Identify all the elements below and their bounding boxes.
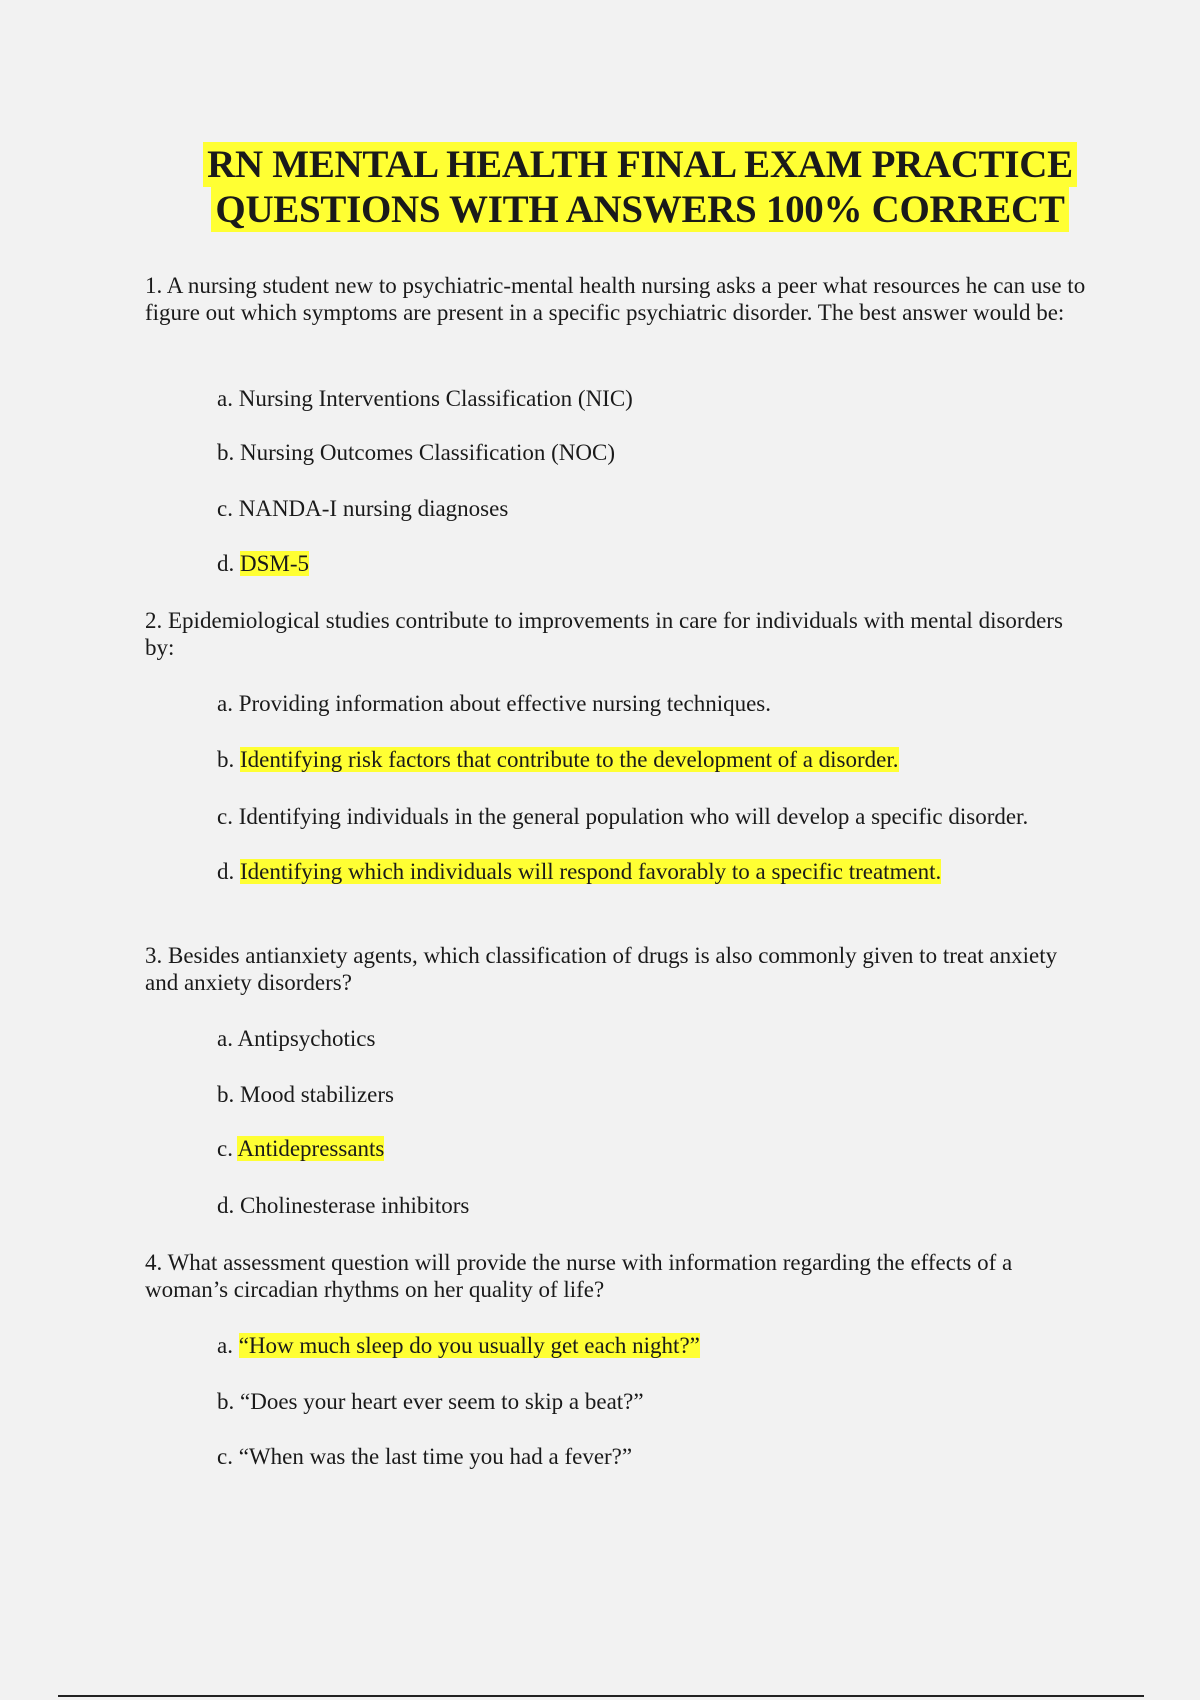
question-3: 3. Besides antianxiety agents, which classification of drugs is also commonly given to treat anxiety and anxiety disorders? — [145, 943, 1058, 995]
q4-option-c — [217, 1443, 632, 1471]
option-letter: c. — [217, 496, 233, 521]
q3-option-d — [217, 1192, 469, 1220]
option-text: Nursing Interventions Classification (NIC) — [238, 386, 633, 411]
q4-option-b — [217, 1388, 644, 1416]
q2-option-a — [217, 690, 771, 718]
option-text: Antipsychotics — [237, 1026, 376, 1051]
q1-option-c — [217, 495, 508, 523]
option-text: NANDA-I nursing diagnoses — [238, 496, 509, 521]
q3-option-c — [217, 1135, 384, 1163]
option-text: Mood stabilizers — [240, 1082, 394, 1107]
option-text-highlighted: Antidepressants — [237, 1136, 385, 1161]
q2-option-b — [217, 746, 899, 774]
option-letter: b. — [217, 440, 235, 465]
q3-option-b — [217, 1081, 394, 1109]
question-2: 2. Epidemiological studies contribute to improvements in care for individuals with mental disorders by: — [145, 608, 1063, 660]
q1-option-d — [217, 550, 309, 578]
option-letter: a. — [217, 691, 233, 716]
q1-option-b — [217, 439, 615, 467]
option-text-highlighted: Identifying risk factors that contribute to the development of a disorder. — [240, 747, 899, 772]
option-text: “Does your heart ever seem to skip a beat?” — [240, 1389, 644, 1414]
option-text: Identifying individuals in the general population who will develop a specific disorder. — [238, 804, 1029, 829]
option-text: Nursing Outcomes Classification (NOC) — [240, 440, 615, 465]
option-letter: c. — [217, 1136, 233, 1161]
q1-option-a — [217, 385, 633, 413]
option-text: Cholinesterase inhibitors — [240, 1193, 470, 1218]
q3-option-a — [217, 1025, 375, 1053]
question-1: 1. A nursing student new to psychiatric-mental health nursing asks a peer what resources he can use to figure out which symptoms are present in a specific psychiatric disorder. The best answer would be: — [145, 273, 1086, 325]
option-letter: a. — [217, 1333, 233, 1358]
option-letter: d. — [217, 551, 235, 576]
q2-option-d — [217, 858, 941, 886]
footer-divider — [58, 1695, 1144, 1697]
option-letter: c. — [217, 804, 233, 829]
option-letter: a. — [217, 386, 233, 411]
q2-option-c — [217, 803, 1028, 831]
option-text: Providing information about effective nursing techniques. — [238, 691, 772, 716]
option-letter: a. — [217, 1026, 233, 1051]
option-text-highlighted: DSM-5 — [240, 551, 310, 576]
option-letter: b. — [217, 1389, 235, 1414]
title-line-2: QUESTIONS WITH ANSWERS 100% CORRECT — [211, 187, 1068, 232]
title-line-1: RN MENTAL HEALTH FINAL EXAM PRACTICE — [203, 142, 1077, 187]
option-letter: b. — [217, 1082, 235, 1107]
option-letter: d. — [217, 1193, 235, 1218]
question-4: 4. What assessment question will provide the nurse with information regarding the effects of a woman’s circadian rhythms on her quality of life? — [145, 1250, 1013, 1302]
q4-option-a — [217, 1332, 700, 1360]
document-title — [120, 142, 1160, 232]
option-text-highlighted: “How much sleep do you usually get each night?” — [238, 1333, 700, 1358]
option-text: “When was the last time you had a fever?” — [238, 1444, 633, 1469]
option-letter: d. — [217, 859, 235, 884]
option-letter: b. — [217, 747, 235, 772]
option-letter: c. — [217, 1444, 233, 1469]
option-text-highlighted: Identifying which individuals will respond favorably to a specific treatment. — [240, 859, 942, 884]
